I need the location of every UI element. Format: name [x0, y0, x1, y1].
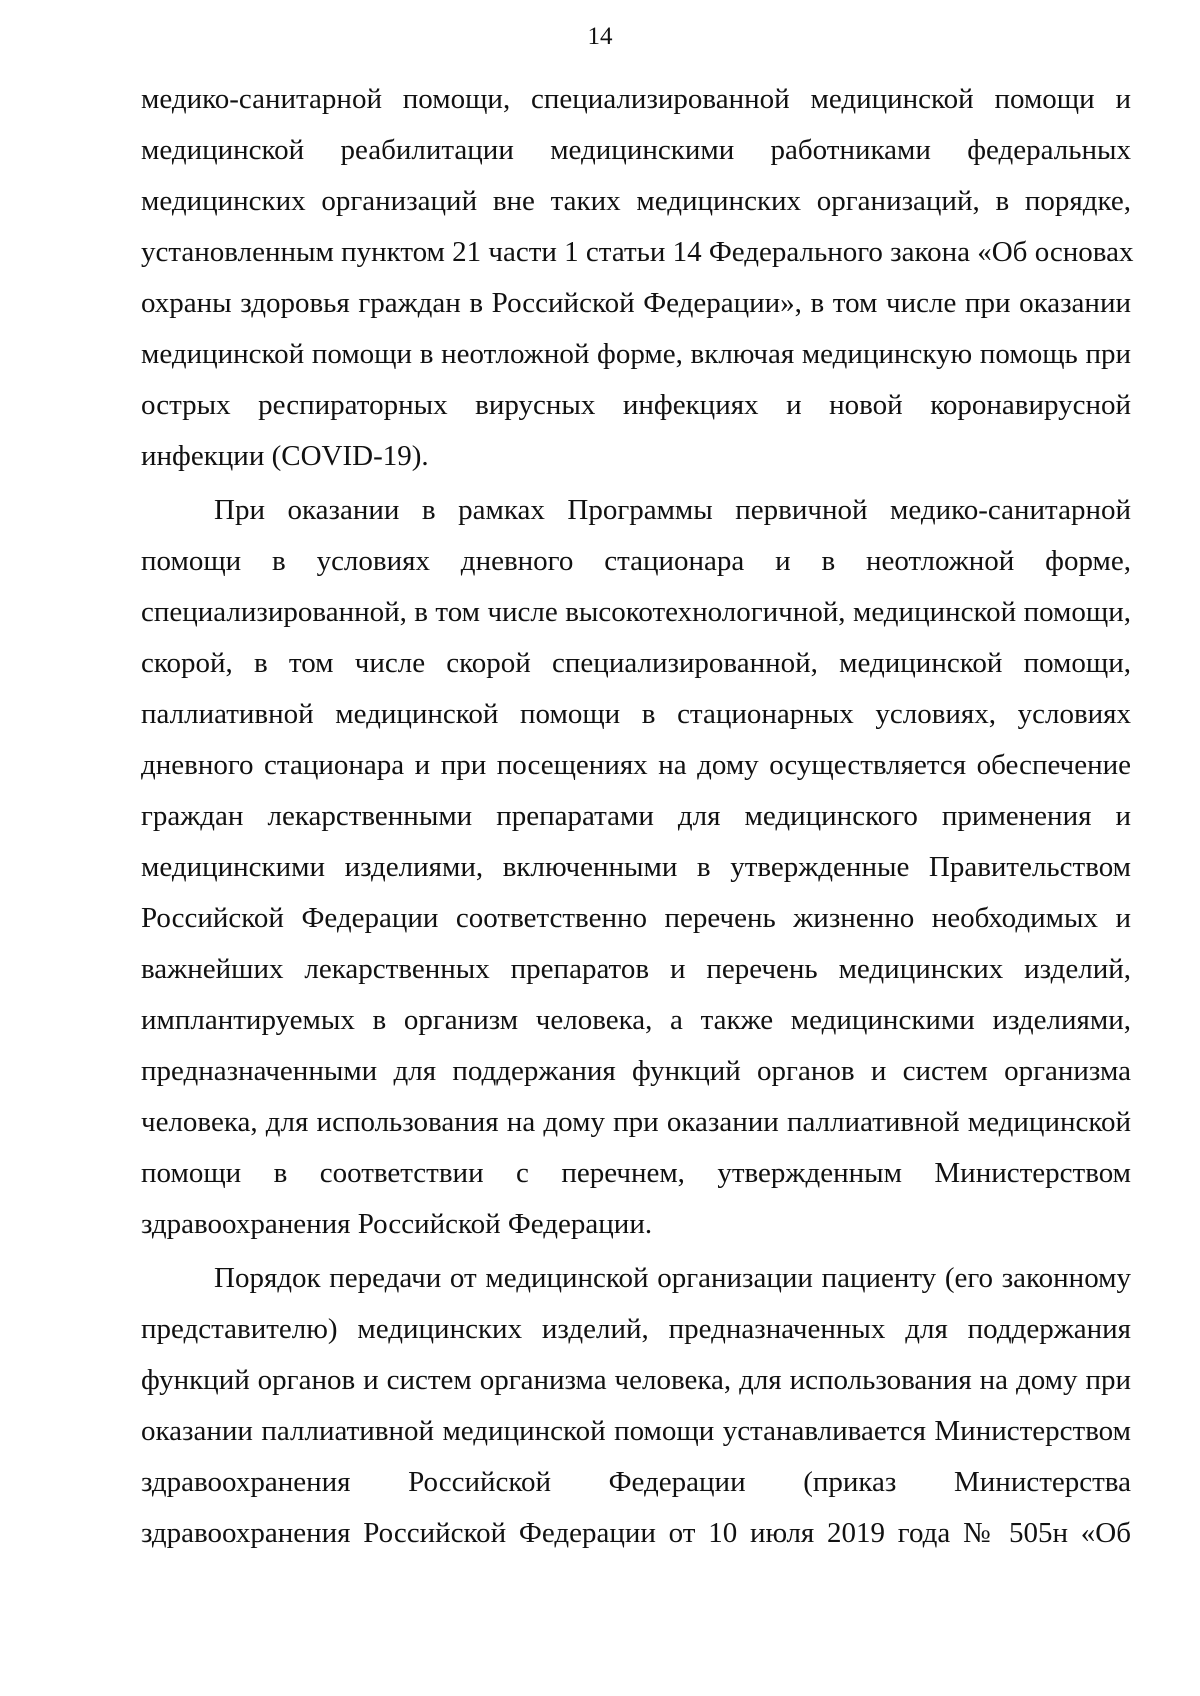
- text-line: медицинской помощи в неотложной форме, включая медицинскую помощь при: [141, 338, 1131, 370]
- text-line: важнейших лекарственных препаратов и перечень медицинских изделий,: [141, 953, 1131, 985]
- text-line: здравоохранения Российской Федерации от 10 июля 2019 года № 505н «Об: [141, 1517, 1131, 1549]
- text-line: граждан лекарственными препаратами для медицинского применения и: [141, 800, 1131, 832]
- paragraph-2: [141, 485, 1131, 1250]
- text-line: скорой, в том числе скорой специализированной, медицинской помощи,: [141, 647, 1131, 679]
- text-line: медицинской реабилитации медицинскими работниками федеральных: [141, 134, 1131, 166]
- text-line: Порядок передачи от медицинской организации пациенту (его законному: [214, 1262, 1131, 1294]
- text-line: представителю) медицинских изделий, предназначенных для поддержания: [141, 1313, 1131, 1345]
- paragraph-3: [141, 1253, 1131, 1559]
- text-line: При оказании в рамках Программы первичной медико-санитарной: [214, 494, 1131, 526]
- text-line: предназначенными для поддержания функций органов и систем организма: [141, 1055, 1131, 1087]
- text-line: дневного стационара и при посещениях на дому осуществляется обеспечение: [141, 749, 1131, 781]
- text-line: имплантируемых в организм человека, а также медицинскими изделиями,: [141, 1004, 1131, 1036]
- text-line: медико-санитарной помощи, специализированной медицинской помощи и: [141, 83, 1131, 115]
- text-line: здравоохранения Российской Федерации.: [141, 1208, 653, 1240]
- text-line: медицинскими изделиями, включенными в утвержденные Правительством: [141, 851, 1131, 883]
- body-text: [141, 74, 1134, 1559]
- text-line: медицинских организаций вне таких медицинских организаций, в порядке,: [141, 185, 1131, 217]
- text-line: здравоохранения Российской Федерации (приказ Министерства: [141, 1466, 1131, 1498]
- text-line: Российской Федерации соответственно перечень жизненно необходимых и: [141, 902, 1131, 934]
- text-line: помощи в соответствии с перечнем, утвержденным Министерством: [141, 1157, 1131, 1189]
- text-line: установленным пунктом 21 части 1 статьи 14 Федерального закона «Об основах: [141, 236, 1134, 268]
- text-line: инфекции (COVID-19).: [141, 440, 429, 472]
- text-line: острых респираторных вирусных инфекциях и новой коронавирусной: [141, 389, 1131, 421]
- text-line: функций органов и систем организма человека, для использования на дому при: [141, 1364, 1131, 1396]
- text-line: специализированной, в том числе высокотехнологичной, медицинской помощи,: [141, 596, 1131, 628]
- text-line: помощи в условиях дневного стационара и в неотложной форме,: [141, 545, 1131, 577]
- text-line: оказании паллиативной медицинской помощи устанавливается Министерством: [141, 1415, 1131, 1447]
- page-number: 14: [587, 23, 613, 50]
- paragraph-1: [141, 74, 1134, 482]
- text-line: охраны здоровья граждан в Российской Федерации», в том числе при оказании: [141, 287, 1131, 319]
- text-line: паллиативной медицинской помощи в стационарных условиях, условиях: [141, 698, 1131, 730]
- text-line: человека, для использования на дому при оказании паллиативной медицинской: [141, 1106, 1131, 1138]
